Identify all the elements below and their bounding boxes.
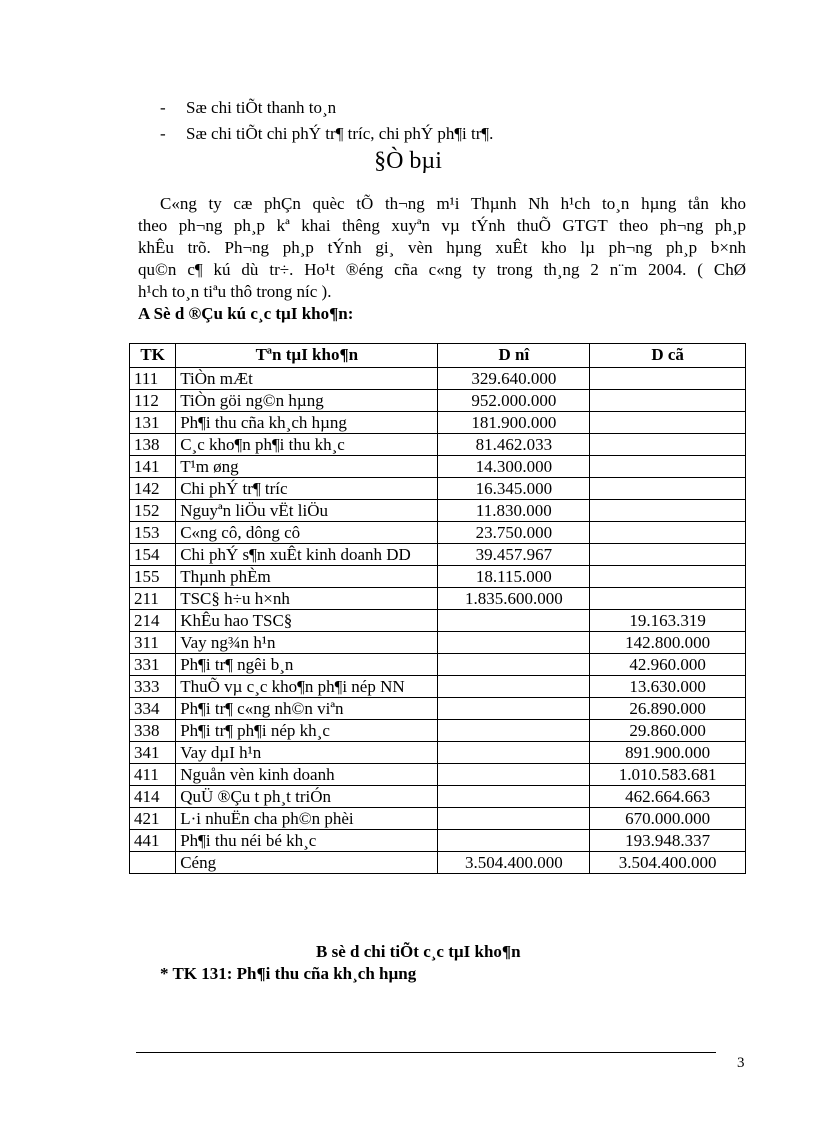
table-row — [130, 588, 746, 610]
debit-balance — [438, 808, 590, 830]
account-name: Vay ng¾n h¹n — [176, 632, 438, 654]
credit-balance — [590, 478, 746, 500]
debit-balance: 23.750.000 — [438, 522, 590, 544]
debit-balance: 11.830.000 — [438, 500, 590, 522]
account-name: Ph¶i thu cña kh¸ch hµng — [176, 412, 438, 434]
debit-balance — [438, 786, 590, 808]
paragraph-line: khÊu trõ. Ph¬ng ph¸p tÝnh gi¸ vèn hµng xuÊt kho lµ ph¬ng ph¸p b×nh — [138, 238, 746, 257]
debit-balance — [438, 654, 590, 676]
account-code: 155 — [130, 566, 176, 588]
header-tk: TK — [130, 344, 176, 368]
paragraph-line: qu©n c¶ kú dù tr÷. Ho¹t ®éng cña c«ng ty trong th¸ng 2 n¨m 2004. ( ChØ — [138, 260, 746, 279]
account-code: 141 — [130, 456, 176, 478]
account-code: 411 — [130, 764, 176, 786]
credit-balance — [590, 522, 746, 544]
account-code: 214 — [130, 610, 176, 632]
account-code: 441 — [130, 830, 176, 852]
credit-balance — [590, 412, 746, 434]
account-code: 414 — [130, 786, 176, 808]
credit-balance: 1.010.583.681 — [590, 764, 746, 786]
account-name: Nguyªn liÖu vËt liÖu — [176, 500, 438, 522]
table-row — [130, 764, 746, 786]
section-a-heading: A Sè d ®Çu kú c¸c tµI kho¶n: — [138, 304, 354, 323]
credit-balance: 142.800.000 — [590, 632, 746, 654]
account-code — [130, 852, 176, 874]
page-title: §Ò bµi — [374, 148, 442, 174]
debit-balance — [438, 698, 590, 720]
debit-balance — [438, 610, 590, 632]
intro-paragraph — [138, 193, 746, 303]
credit-balance: 193.948.337 — [590, 830, 746, 852]
credit-balance: 670.000.000 — [590, 808, 746, 830]
credit-balance: 42.960.000 — [590, 654, 746, 676]
account-name: TSC§ h÷u h×nh — [176, 588, 438, 610]
paragraph-line: C«ng ty cæ phÇn quèc tÕ th¬ng m¹i Thµnh Nh h¹ch to¸n hµng tån kho — [160, 194, 746, 213]
account-code: 311 — [130, 632, 176, 654]
account-name: Vay dµI h¹n — [176, 742, 438, 764]
section-b-heading: B sè d chi tiÕt c¸c tµI kho¶n — [316, 942, 521, 961]
account-code: 138 — [130, 434, 176, 456]
debit-balance: 16.345.000 — [438, 478, 590, 500]
account-code: 142 — [130, 478, 176, 500]
table-body — [130, 368, 746, 874]
header-debit: D nî — [438, 344, 590, 368]
debit-balance — [438, 676, 590, 698]
table-row — [130, 522, 746, 544]
table-row — [130, 852, 746, 874]
account-code: 334 — [130, 698, 176, 720]
debit-balance — [438, 742, 590, 764]
credit-balance: 26.890.000 — [590, 698, 746, 720]
bullet-dash: - — [160, 98, 166, 117]
account-name: Céng — [176, 852, 438, 874]
account-name: QuÜ ®Çu t ph¸t triÓn — [176, 786, 438, 808]
bullet-text: Sæ chi tiÕt chi phÝ tr¶ tríc, chi phÝ ph¶i tr¶. — [186, 124, 494, 143]
account-code: 112 — [130, 390, 176, 412]
table-row — [130, 720, 746, 742]
paragraph-line: h¹ch to¸n tiªu thô trong níc ). — [138, 282, 332, 301]
account-code: 111 — [130, 368, 176, 390]
debit-balance — [438, 632, 590, 654]
table-row — [130, 434, 746, 456]
debit-balance: 181.900.000 — [438, 412, 590, 434]
credit-balance — [590, 368, 746, 390]
account-code: 341 — [130, 742, 176, 764]
account-name: T¹m øng — [176, 456, 438, 478]
debit-balance: 39.457.967 — [438, 544, 590, 566]
account-code: 421 — [130, 808, 176, 830]
table-row — [130, 808, 746, 830]
table-row — [130, 478, 746, 500]
tk131-heading: * TK 131: Ph¶i thu cña kh¸ch hµng — [160, 964, 417, 983]
credit-balance: 3.504.400.000 — [590, 852, 746, 874]
table-row — [130, 390, 746, 412]
account-balance-table — [129, 343, 746, 874]
debit-balance: 3.504.400.000 — [438, 852, 590, 874]
bullet-text: Sæ chi tiÕt thanh to¸n — [186, 98, 337, 117]
credit-balance — [590, 434, 746, 456]
table-header-row — [130, 344, 746, 368]
account-name: TiÒn göi ng©n hµng — [176, 390, 438, 412]
credit-balance — [590, 566, 746, 588]
table-row — [130, 368, 746, 390]
credit-balance — [590, 456, 746, 478]
account-name: KhÊu hao TSC§ — [176, 610, 438, 632]
credit-balance: 891.900.000 — [590, 742, 746, 764]
page-number: 3 — [737, 1055, 745, 1071]
account-name: Ph¶i tr¶ c«ng nh©n viªn — [176, 698, 438, 720]
debit-balance: 18.115.000 — [438, 566, 590, 588]
account-name: TiÒn mÆt — [176, 368, 438, 390]
credit-balance: 13.630.000 — [590, 676, 746, 698]
table-row — [130, 830, 746, 852]
account-name: C¸c kho¶n ph¶i thu kh¸c — [176, 434, 438, 456]
account-name: Nguån vèn kinh doanh — [176, 764, 438, 786]
account-name: Chi phÝ s¶n xuÊt kinh doanh DD — [176, 544, 438, 566]
table-row — [130, 544, 746, 566]
table-row — [130, 654, 746, 676]
account-code: 131 — [130, 412, 176, 434]
paragraph-line: theo ph¬ng ph¸p kª khai thêng xuyªn vµ tÝnh thuÕ GTGT theo ph¬ng ph¸p — [138, 216, 746, 235]
table-row — [130, 786, 746, 808]
debit-balance: 81.462.033 — [438, 434, 590, 456]
account-name: Chi phÝ tr¶ tríc — [176, 478, 438, 500]
account-name: Ph¶i tr¶ ph¶i nép kh¸c — [176, 720, 438, 742]
footer-divider — [136, 1052, 716, 1053]
debit-balance: 1.835.600.000 — [438, 588, 590, 610]
debit-balance — [438, 764, 590, 786]
table-row — [130, 610, 746, 632]
credit-balance — [590, 500, 746, 522]
table-row — [130, 632, 746, 654]
table-row — [130, 742, 746, 764]
debit-balance: 329.640.000 — [438, 368, 590, 390]
account-code: 333 — [130, 676, 176, 698]
table-row — [130, 412, 746, 434]
account-code: 211 — [130, 588, 176, 610]
debit-balance: 952.000.000 — [438, 390, 590, 412]
account-name: C«ng cô, dông cô — [176, 522, 438, 544]
account-name: Thµnh phÈm — [176, 566, 438, 588]
credit-balance — [590, 544, 746, 566]
table-row — [130, 500, 746, 522]
debit-balance — [438, 720, 590, 742]
table-row — [130, 698, 746, 720]
header-credit: D cã — [590, 344, 746, 368]
header-account-name: Tªn tµI kho¶n — [176, 344, 438, 368]
table-row — [130, 456, 746, 478]
credit-balance: 29.860.000 — [590, 720, 746, 742]
table-row — [130, 676, 746, 698]
account-code: 338 — [130, 720, 176, 742]
table-row — [130, 566, 746, 588]
debit-balance — [438, 830, 590, 852]
account-name: Ph¶i thu néi bé kh¸c — [176, 830, 438, 852]
credit-balance: 19.163.319 — [590, 610, 746, 632]
account-name: L·i nhuËn cha ph©n phèi — [176, 808, 438, 830]
account-code: 154 — [130, 544, 176, 566]
account-name: ThuÕ vµ c¸c kho¶n ph¶i nép NN — [176, 676, 438, 698]
bullet-dash: - — [160, 124, 166, 143]
credit-balance: 462.664.663 — [590, 786, 746, 808]
debit-balance: 14.300.000 — [438, 456, 590, 478]
account-code: 152 — [130, 500, 176, 522]
account-code: 153 — [130, 522, 176, 544]
account-name: Ph¶i tr¶ ngêi b¸n — [176, 654, 438, 676]
credit-balance — [590, 588, 746, 610]
credit-balance — [590, 390, 746, 412]
account-code: 331 — [130, 654, 176, 676]
